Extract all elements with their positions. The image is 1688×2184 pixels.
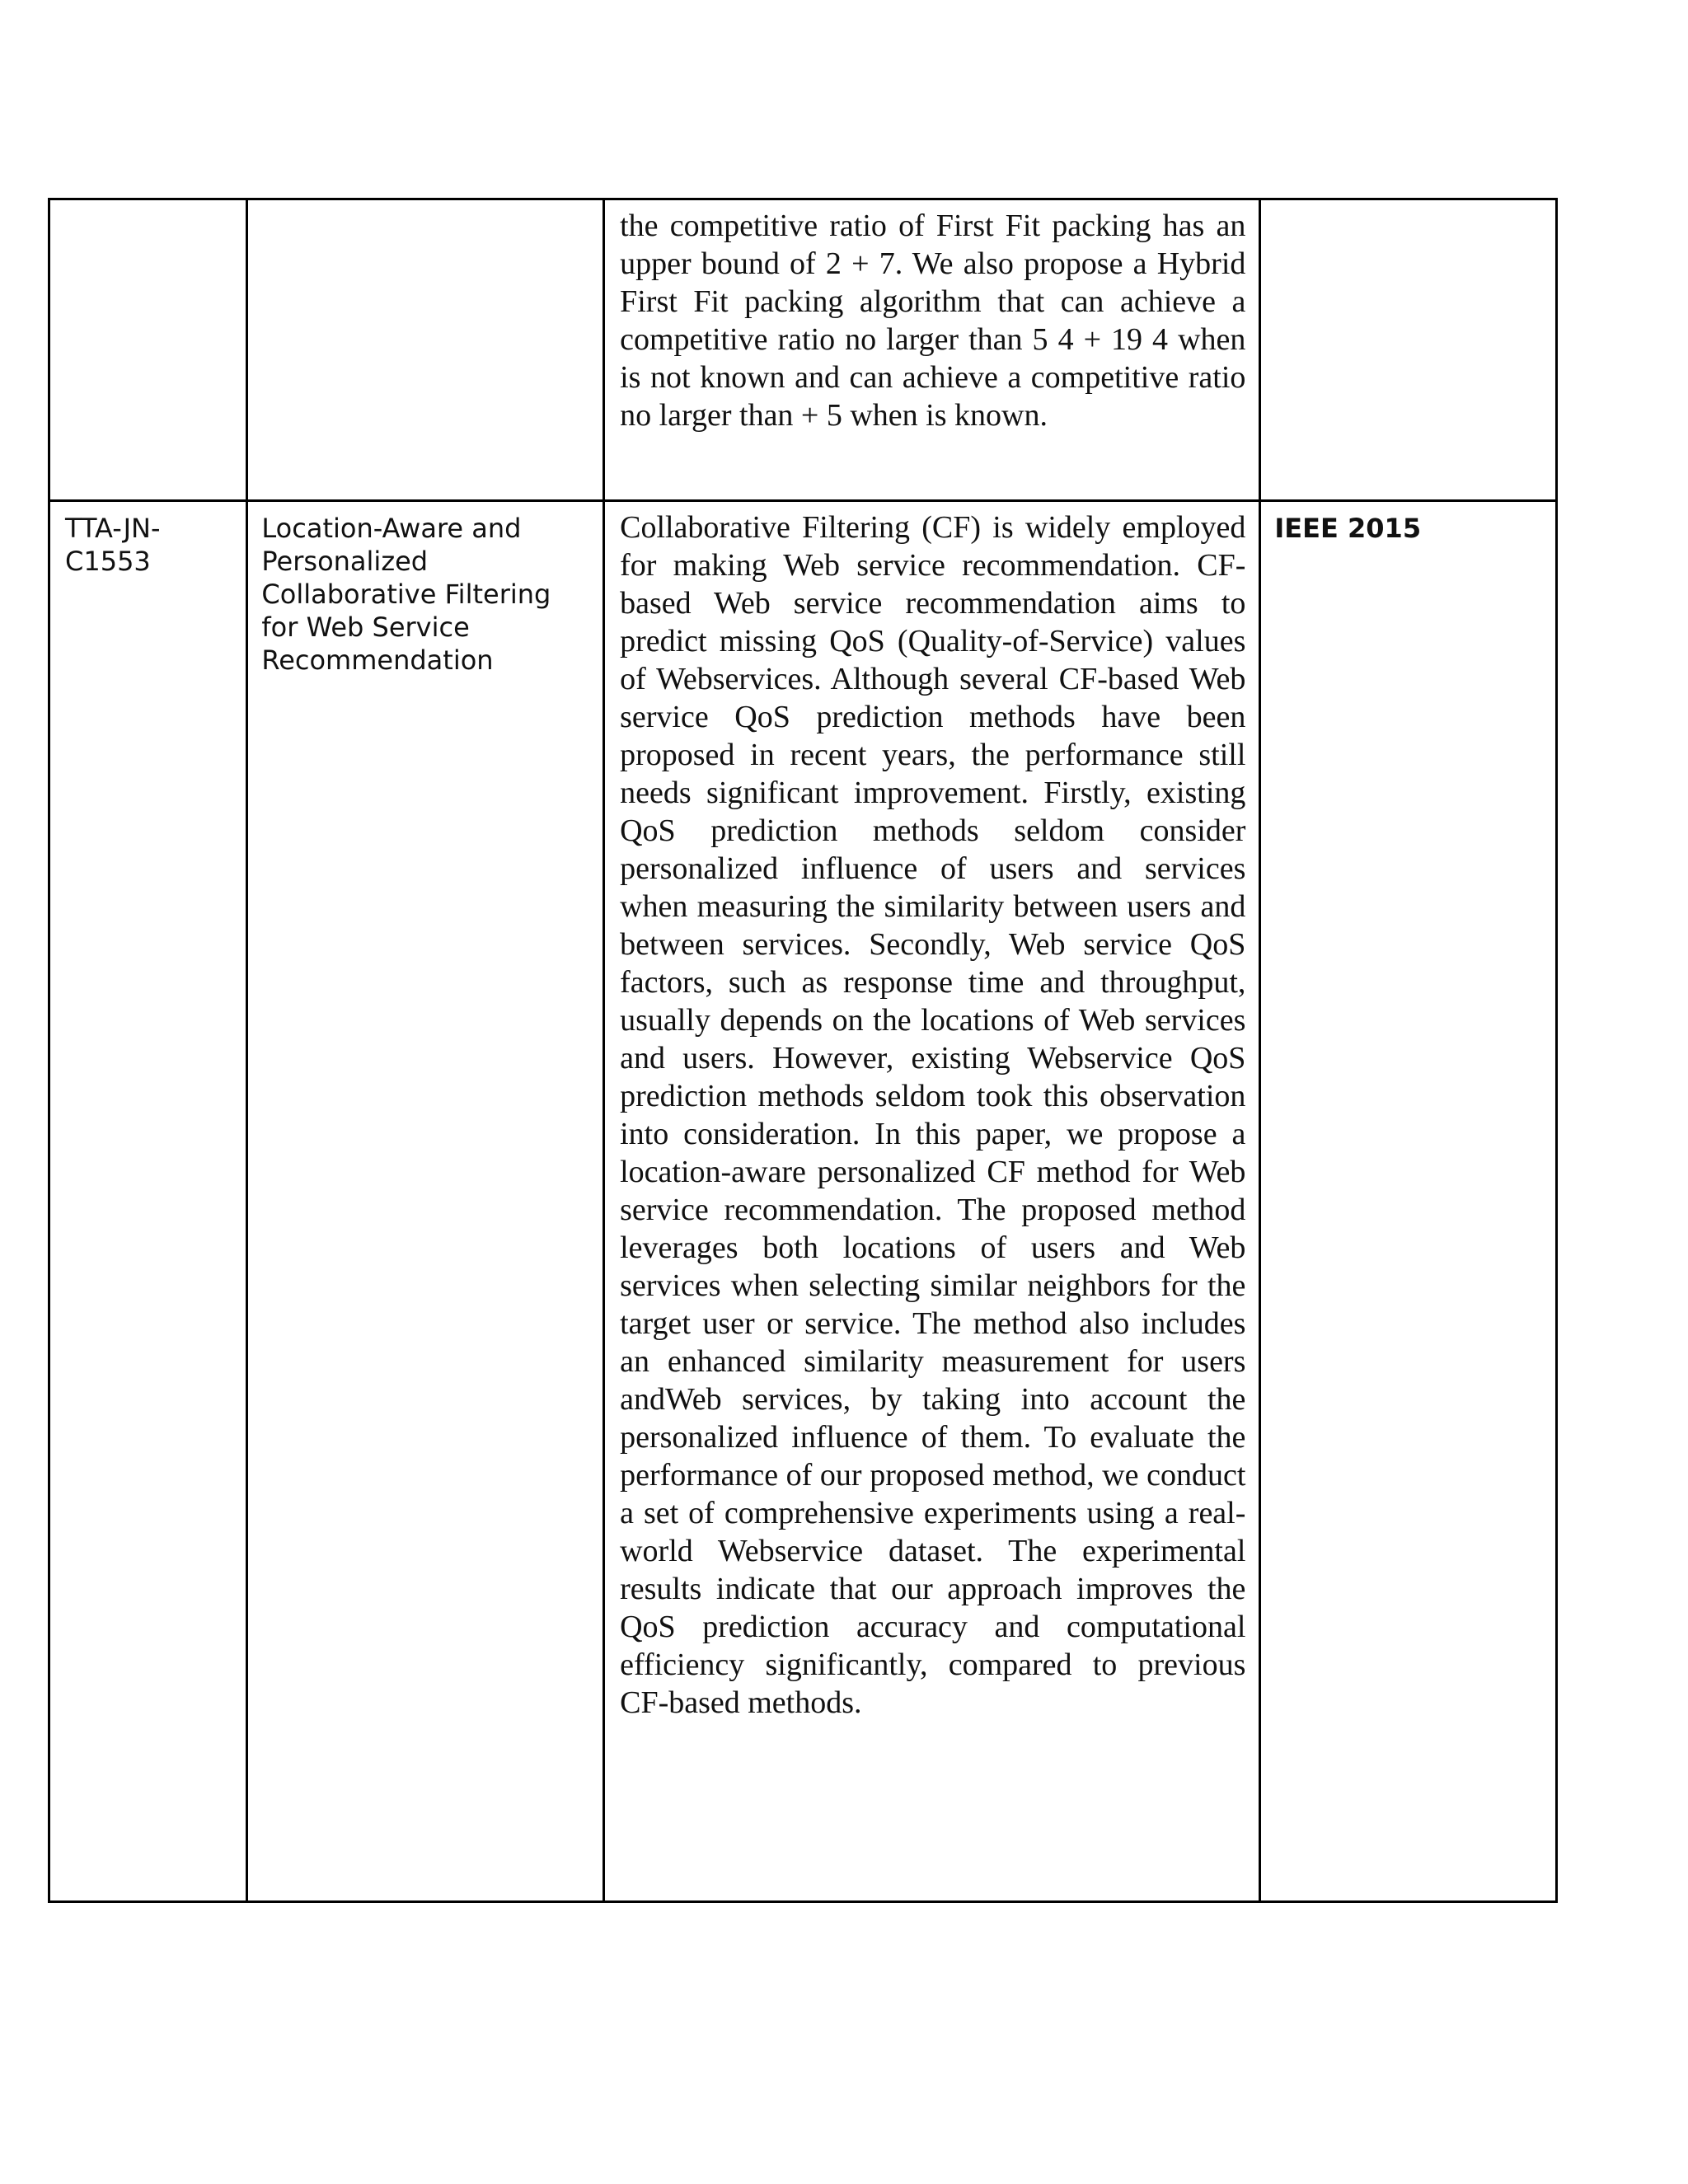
project-title: Location-Aware and Personalized Collaborative Filtering for Web Service Recommendation <box>261 513 551 676</box>
project-abstract-cell <box>604 501 1260 1902</box>
project-id-cell <box>49 501 247 1902</box>
project-year: IEEE 2015 <box>1274 513 1422 544</box>
project-title-cell <box>247 501 604 1902</box>
project-abstract: Collaborative Filtering (CF) is widely employed for making Web service recommendation. CF-based Web service recommendation aims to predict missing QoS (Quality-of-Service) values of Webservices. Although several CF-based Web service QoS prediction methods have been proposed in recent years, the performance still needs significant improvement. Firstly, existing QoS prediction methods seldom consider personalized influence of users and services when measuring the similarity between users and between services. Secondly, Web service QoS factors, such as response time and throughput, usually depends on the locations of Web services and users. However, existing Webservice QoS prediction methods seldom took this observation into consideration. In this paper, we propose a location-aware personalized CF method for Web service recommendation. The proposed method leverages both locations of users and Web services when selecting similar neighbors for the target user or service. The method also includes an enhanced similarity measurement for users andWeb services, by taking into account the personalized influence of them. To evaluate the performance of our proposed method, we conduct a set of comprehensive experiments using a real-world Webservice dataset. The experimental results indicate that our approach improves the QoS prediction accuracy and computational efficiency significantly, compared to previous CF-based methods. <box>620 510 1246 1720</box>
project-year-cell <box>1260 501 1557 1902</box>
project-table <box>48 198 1558 1903</box>
project-year <box>1261 200 1555 210</box>
table-row <box>49 501 1557 1902</box>
project-abstract: the competitive ratio of First Fit packing has an upper bound of 2 + 7. We also propose a Hybrid First Fit packing algorithm that can achieve a competitive ratio no larger than 5 4 + 19 4 when is not known and can achieve a competitive ratio no larger than + 5 when is known. <box>620 209 1246 433</box>
table-row <box>49 199 1557 501</box>
project-id-cell <box>49 199 247 501</box>
project-id: TTA-JN-C1553 <box>65 513 161 577</box>
project-year-cell <box>1260 199 1557 501</box>
project-id <box>50 200 246 210</box>
project-abstract-cell <box>604 199 1260 501</box>
project-title <box>248 200 603 210</box>
project-title-cell <box>247 199 604 501</box>
